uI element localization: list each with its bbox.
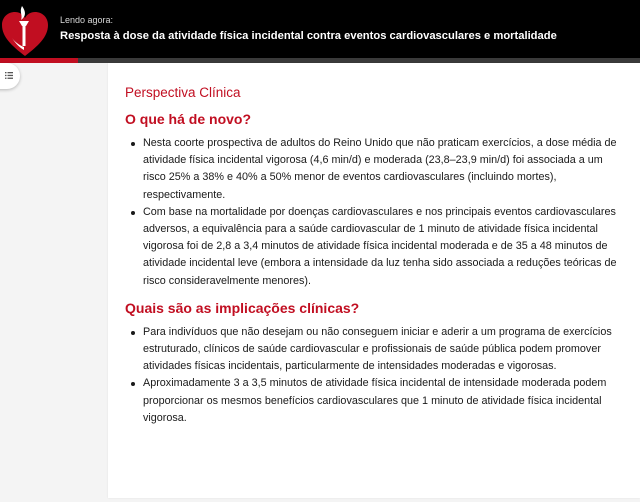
reading-now-label: Lendo agora: xyxy=(60,15,114,25)
list-item: Para indivíduos que não desejam ou não conseguem iniciar e aderir a um programa de exercícios estruturado, clínicos de saúde cardiovascular e profissionais de saúde pública podem promover atividades físicas incidentais, particularmente de intensidades moderadas e vigorosas. xyxy=(143,324,625,376)
subheading-whats-new: O que há de novo? xyxy=(125,111,252,127)
article-title: Resposta à dose da atividade física incidental contra eventos cardiovasculares e mortalidade xyxy=(60,30,557,42)
article-card xyxy=(108,63,640,498)
article-body xyxy=(125,84,625,436)
bullet-list-whats-new xyxy=(125,135,625,290)
table-of-contents-button[interactable] xyxy=(0,63,20,89)
list-item: Aproximadamente 3 a 3,5 minutos de atividade física incidental de intensidade moderada podem proporcionar os mesmos benefícios cardiovasculares que 1 minuto de atividade física incidental vigorosa. xyxy=(143,375,625,427)
list-item: Nesta coorte prospectiva de adultos do Reino Unido que não praticam exercícios, a dose média de atividade física incidental vigorosa (4,6 min/d) e moderada (23,8–23,9 min/d) foi associada a um risco 25% a 38% e 40% a 50% menor de eventos cardiovasculares (incluindo mortes), respectivamente. xyxy=(143,135,625,204)
reading-progress-bar xyxy=(0,58,78,63)
list-item: Com base na mortalidade por doenças cardiovasculares e nos principais eventos cardiovasculares adversos, a equivalência para a saúde cardiovascular de 1 minuto de atividade física incidental vigorosa foi de 2,8 a 3,4 minutos de atividade física incidental moderada e de 35 a 48 minutos de atividade incidental leve (embora a intensidade da luz tenha sido associada a reduções teóricas de risco consideravelmente menores). xyxy=(143,204,625,290)
bullet-list-clinical-implications xyxy=(125,324,625,427)
list-icon xyxy=(5,72,13,79)
heart-torch-logo-icon[interactable] xyxy=(0,4,50,58)
section-title: Perspectiva Clínica xyxy=(125,85,241,100)
subheading-clinical-implications: Quais são as implicações clínicas? xyxy=(125,299,360,316)
reading-header xyxy=(0,0,640,58)
